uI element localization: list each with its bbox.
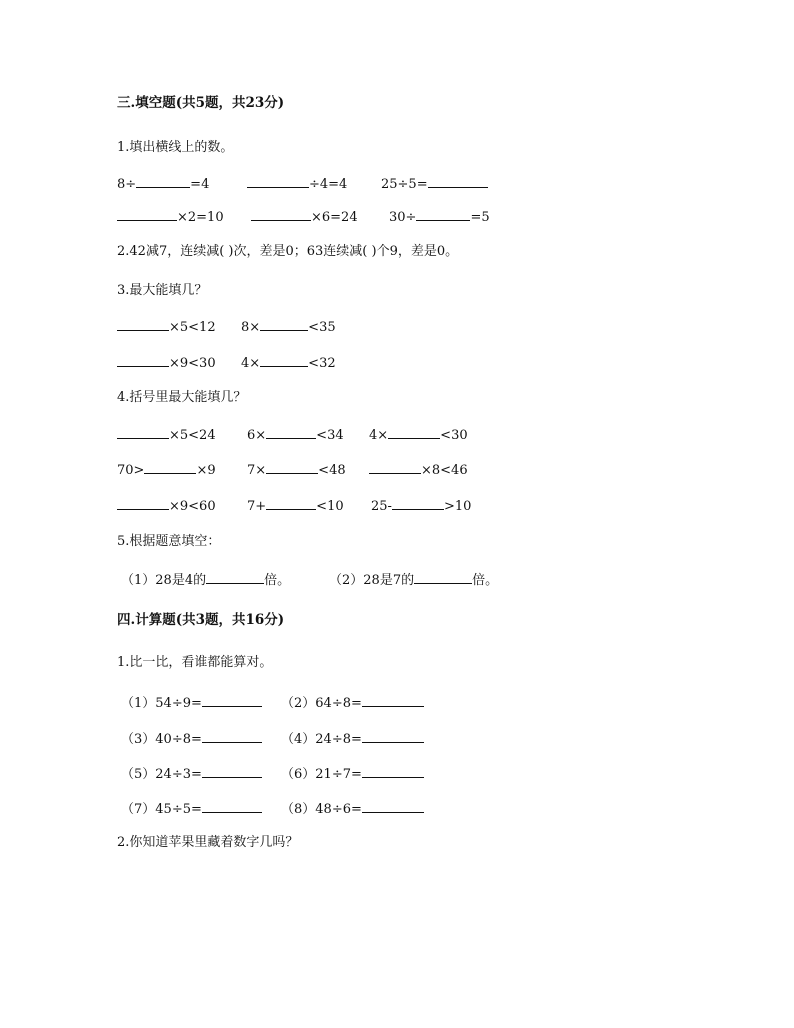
q4-r1-blank-a[interactable]: [117, 426, 169, 439]
calc-prompt: 1.比一比，看谁都能算对。: [117, 655, 273, 670]
q5-item1: （1）28是4的 倍。: [121, 573, 291, 588]
q4-r2-blank-b[interactable]: [266, 461, 318, 474]
section4-heading: 四.计算题(共3题，共16分): [117, 612, 285, 628]
q3-r1-a: ×5<12: [117, 318, 216, 335]
q1-r2-blank-a[interactable]: [117, 208, 177, 221]
q4-r1-blank-b[interactable]: [266, 426, 316, 439]
calc-blank-2[interactable]: [362, 694, 424, 707]
section3-heading: 三.填空题(共5题，共23分): [117, 95, 285, 111]
q1-r2-c: 30÷ =5: [389, 210, 490, 225]
calc-item-3: （3）40÷8=: [121, 728, 262, 747]
calc-item-5: （5）24÷3=: [121, 763, 262, 782]
q4-row3: [117, 497, 677, 515]
q4-r1-b: 6× <34: [247, 428, 344, 443]
q4-r3-blank-a[interactable]: [117, 497, 169, 510]
q4-r3-b: 7+ <10: [247, 499, 344, 514]
q4-r3-blank-b[interactable]: [266, 497, 316, 510]
q5-item1-blank[interactable]: [206, 571, 264, 584]
q4-r1-c: 4× <30: [369, 428, 468, 443]
calc-row1: [117, 692, 677, 710]
q1-r1-a: 8÷ =4: [117, 177, 210, 192]
q3-r2-a: ×9<30: [117, 354, 216, 371]
q4-row2: [117, 461, 677, 479]
q5-item2-blank[interactable]: [414, 571, 472, 584]
calc-blank-7[interactable]: [202, 800, 262, 813]
calc-blank-5[interactable]: [202, 765, 262, 778]
q1-row1: [117, 175, 677, 193]
calc-item-7: （7）45÷5=: [121, 798, 262, 817]
calc-blank-1[interactable]: [202, 694, 262, 707]
q1-r2-blank-c[interactable]: [416, 208, 470, 221]
q3-r1-blank-b[interactable]: [260, 318, 308, 331]
q3-r2-b: 4× <32: [241, 356, 336, 371]
calc-row3: [117, 763, 677, 781]
q4-r2-b: 7× <48: [247, 463, 346, 478]
q4-r3-a: ×9<60: [117, 497, 216, 514]
q1-r1-blank-c[interactable]: [428, 175, 488, 188]
q4-row1: [117, 426, 677, 444]
q3-r1-b: 8× <35: [241, 320, 336, 335]
q3-row2: [117, 354, 677, 372]
q4-r1-blank-c[interactable]: [388, 426, 440, 439]
q2-text: 2.42减7，连续减( )次，差是0；63连续减( )个9，差是0。: [117, 244, 459, 259]
q4-r3-blank-c[interactable]: [392, 497, 444, 510]
q3-r1-blank-a[interactable]: [117, 318, 169, 331]
q4-prompt: 4.括号里最大能填几？: [117, 390, 247, 405]
calc-item-8: （8）48÷6=: [281, 798, 424, 817]
calc-blank-3[interactable]: [202, 730, 262, 743]
q4-r2-c: ×8<46: [369, 461, 468, 478]
q1-prompt: 1.填出横线上的数。: [117, 140, 234, 155]
q1-r1-c: 25÷5=: [381, 175, 488, 192]
q3-row1: [117, 318, 677, 336]
q1-r2-a: ×2=10: [117, 208, 224, 225]
q3-r2-blank-a[interactable]: [117, 354, 169, 367]
apple-prompt: 2.你知道苹果里藏着数字几吗？: [117, 835, 299, 850]
q1-r1-blank-a[interactable]: [136, 175, 190, 188]
q3-r2-blank-b[interactable]: [260, 354, 308, 367]
calc-row2: [117, 728, 677, 746]
q1-row2: [117, 208, 677, 226]
calc-blank-4[interactable]: [362, 730, 424, 743]
q4-r2-blank-c[interactable]: [369, 461, 421, 474]
calc-item-2: （2）64÷8=: [281, 692, 424, 711]
q4-r2-blank-a[interactable]: [144, 461, 196, 474]
calc-item-1: （1）54÷9=: [121, 692, 262, 711]
q4-r3-c: 25- >10: [371, 499, 472, 514]
q5-item2: （2）28是7的 倍。: [329, 573, 499, 588]
calc-row4: [117, 798, 677, 816]
q1-r1-b: ÷4=4: [247, 175, 347, 192]
calc-item-4: （4）24÷8=: [281, 728, 424, 747]
q1-r2-blank-b[interactable]: [251, 208, 311, 221]
q1-r1-blank-b[interactable]: [247, 175, 309, 188]
q1-r2-b: ×6=24: [251, 208, 358, 225]
q4-r2-a: 70> ×9: [117, 463, 216, 478]
calc-blank-6[interactable]: [362, 765, 424, 778]
q5-row: [117, 569, 677, 587]
q4-r1-a: ×5<24: [117, 426, 216, 443]
calc-blank-8[interactable]: [362, 800, 424, 813]
q5-prompt: 5.根据题意填空：: [117, 534, 221, 549]
q3-prompt: 3.最大能填几？: [117, 283, 208, 298]
calc-item-6: （6）21÷7=: [281, 763, 424, 782]
